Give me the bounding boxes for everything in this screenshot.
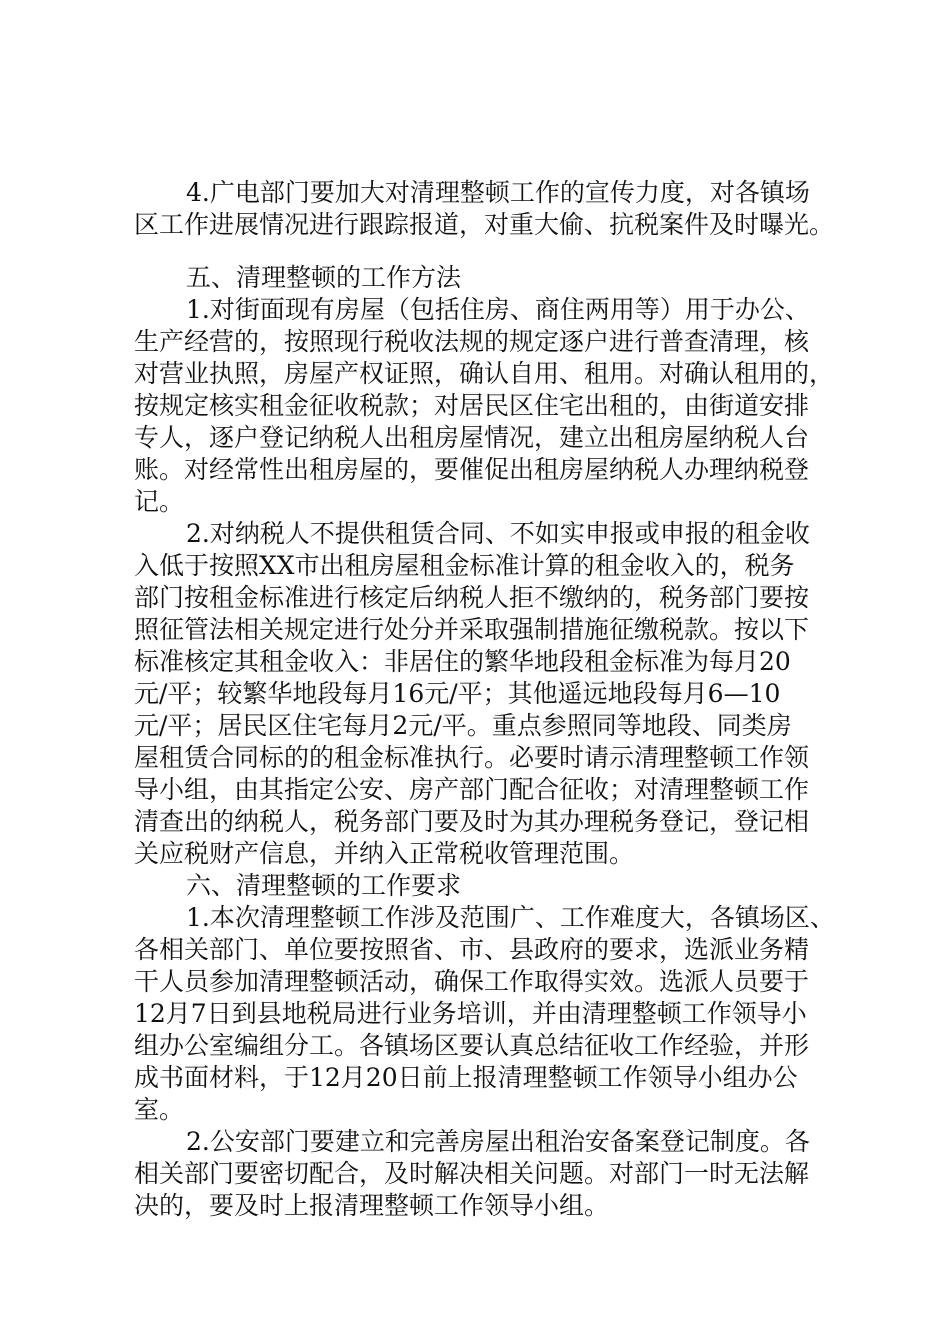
text-line: 相关部门要密切配合，及时解决相关问题。对部门一时无法解 <box>134 1159 810 1188</box>
text-line: 照征管法相关规定进行处分并采取强制措施征缴税款。按以下 <box>134 615 810 644</box>
text-line: 账。对经常性出租房屋的，要催促出租房屋纳税人办理纳税登 <box>134 455 810 484</box>
section-heading: 五、清理整顿的工作方法 <box>186 263 462 292</box>
text-line: 生产经营的，按照现行税收法规的规定逐户进行普查清理，核 <box>134 327 810 356</box>
text-line: 记。 <box>134 487 185 516</box>
text-line: 1.对街面现有房屋（包括住房、商住两用等）用于办公、 <box>186 295 810 324</box>
text-line: 1.本次清理整顿工作涉及范围广、工作难度大，各镇场区、 <box>186 903 835 932</box>
text-line: 屋租赁合同标的的租金标准执行。必要时请示清理整顿工作领 <box>134 743 810 772</box>
text-line: 组办公室编组分工。各镇场区要认真总结征收工作经验，并形 <box>134 1031 810 1060</box>
text-line: 部门按租金标准进行核定后纳税人拒不缴纳的，税务部门要按 <box>134 583 810 612</box>
text-line: 按规定核实租金征收税款；对居民区住宅出租的，由街道安排 <box>134 391 810 420</box>
text-line: 室。 <box>134 1095 185 1124</box>
text-line: 决的，要及时上报清理整顿工作领导小组。 <box>134 1191 610 1220</box>
text-line: 清查出的纳税人，税务部门要及时为其办理税务登记，登记相 <box>134 807 810 836</box>
section-heading: 六、清理整顿的工作要求 <box>186 871 462 900</box>
text-line: 入低于按照XX市出租房屋租金标准计算的租金收入的，税务 <box>134 551 795 580</box>
text-line: 12月7日到县地税局进行业务培训，并由清理整顿工作领导小 <box>134 999 807 1028</box>
text-line: 标准核定其租金收入：非居住的繁华地段租金标准为每月20 <box>134 647 791 676</box>
text-line: 关应税财产信息，并纳入正常税收管理范围。 <box>134 839 635 868</box>
text-line: 元/平；较繁华地段每月16元/平；其他遥远地段每月6—10 <box>134 679 781 708</box>
text-line: 成书面材料，于12月20日前上报清理整顿工作领导小组办公 <box>134 1063 798 1092</box>
text-line: 专人，逐户登记纳税人出租房屋情况，建立出租房屋纳税人台 <box>134 423 810 452</box>
text-line: 元/平；居民区住宅每月2元/平。重点参照同等地段、同类房 <box>134 711 792 740</box>
text-line: 2.对纳税人不提供租赁合同、不如实申报或申报的租金收 <box>186 519 810 548</box>
text-line: 对营业执照，房屋产权证照，确认自用、租用。对确认租用的， <box>134 359 835 388</box>
text-line: 4.广电部门要加大对清理整顿工作的宣传力度，对各镇场 <box>186 178 810 207</box>
text-line: 导小组，由其指定公安、房产部门配合征收；对清理整顿工作 <box>134 775 810 804</box>
text-line: 干人员参加清理整顿活动，确保工作取得实效。选派人员要于 <box>134 967 810 996</box>
text-line: 2.公安部门要建立和完善房屋出租治安备案登记制度。各 <box>186 1127 810 1156</box>
text-line: 区工作进展情况进行跟踪报道，对重大偷、抗税案件及时曝光。 <box>134 210 835 239</box>
text-line: 各相关部门、单位要按照省、市、县政府的要求，选派业务精 <box>134 935 810 964</box>
